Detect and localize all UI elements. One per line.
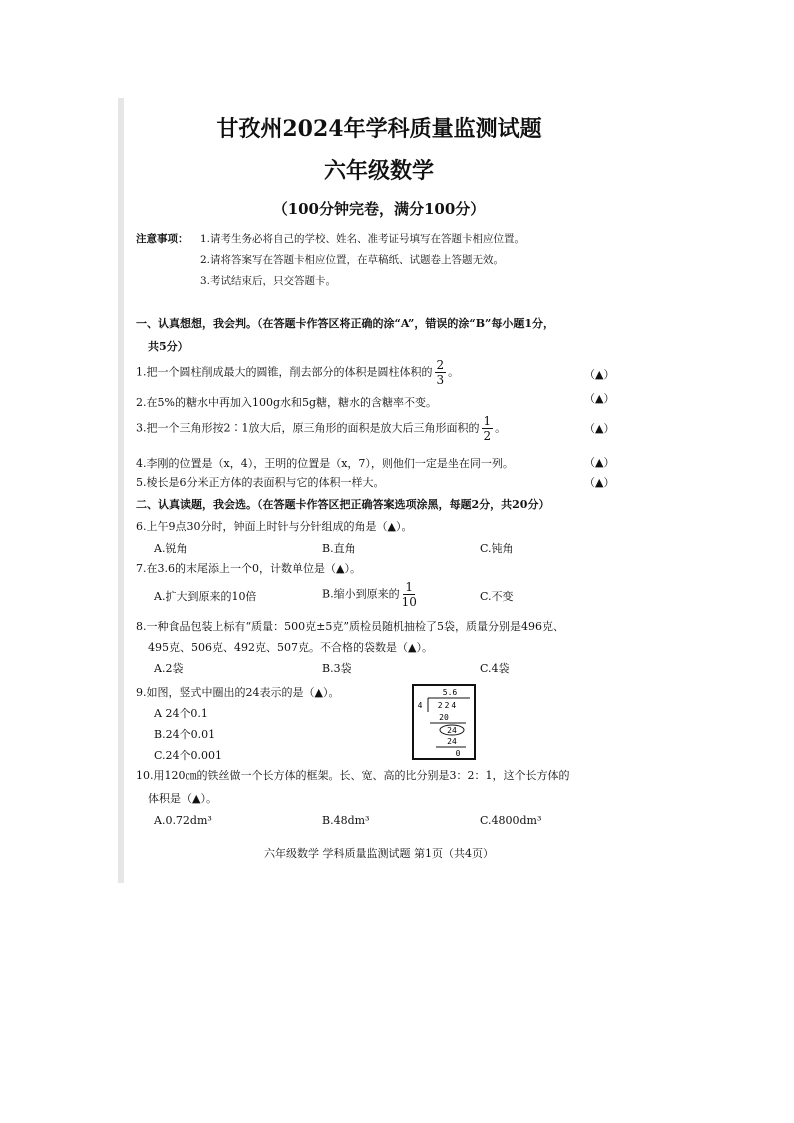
exam-subtitle: 六年级数学 <box>323 158 434 184</box>
question-10: 10.用120㎝的铁丝做一个长方体的框架。长、宽、高的比分别是3：2：1，这个长方体的 <box>136 769 570 782</box>
question-8: 8.一种食品包装上标有“质量：500克±5克”质检员随机抽检了5袋，质量分别是496克、 <box>136 620 564 633</box>
question-10-cont: 体积是（▲）。 <box>148 792 217 805</box>
option-c: C.钝角 <box>480 542 514 555</box>
fraction: $\frac{2}{3}$ <box>436 358 445 387</box>
section2-heading: 二、认真读题，我会选。（在答题卡作答区把正确答案选项涂黑，每题2分，共20分） <box>136 498 550 511</box>
question-8-cont: 495克、506克、492克、507克。不合格的袋数是（▲）。 <box>148 641 433 654</box>
answer-mark: （▲） <box>584 476 615 489</box>
section1-heading: 一、认真想想，我会判。（在答题卡作答区将正确的涂“A”，错误的涂“B”每小题1分， <box>136 317 554 330</box>
option-c: C.24个0.001 <box>154 749 223 762</box>
question-5: 5.棱长是6分米正方体的表面积与它的体积一样大。 <box>136 476 385 489</box>
step-subtract-2: 24 <box>447 737 457 746</box>
answer-mark: （▲） <box>584 422 615 435</box>
option-b: B.直角 <box>322 542 356 555</box>
note-item: 2.请将答案写在答题卡相应位置，在草稿纸、试题卷上答题无效。 <box>200 254 505 266</box>
option-a: A.2袋 <box>154 662 184 675</box>
section1-heading-cont: 共5分） <box>148 340 189 353</box>
option-b: B.3袋 <box>322 662 352 675</box>
question-9: 9.如图，竖式中圈出的24表示的是（▲）。 <box>136 686 340 699</box>
dividend: 224 <box>437 701 459 710</box>
long-division-figure <box>412 684 476 760</box>
step-subtract: 20 <box>439 713 449 722</box>
answer-mark: （▲） <box>584 368 615 381</box>
option-a: A.锐角 <box>154 542 188 555</box>
answer-mark: （▲） <box>584 456 615 469</box>
option-b: B.48dm³ <box>322 814 370 827</box>
option-a: A.扩大到原来的10倍 <box>154 590 257 603</box>
circled-value: 24 <box>447 726 457 735</box>
scan-edge-shadow <box>118 98 124 883</box>
question-1: 1.把一个圆柱削成最大的圆锥，削去部分的体积是圆柱体积的 $\frac{2}{3}$ 。 <box>136 358 460 387</box>
exam-title: 甘孜州2024年学科质量监测试题 <box>216 116 542 142</box>
long-division-svg <box>414 686 474 758</box>
question-3: 3.把一个三角形按2∶1放大后，原三角形的面积是放大后三角形面积的 $\frac{1}{2}$ 。 <box>136 414 507 443</box>
note-item: 1.请考生务必将自己的学校、姓名、准考证号填写在答题卡相应位置。 <box>200 233 526 245</box>
note-item: 3.考试结束后，只交答题卡。 <box>200 275 337 287</box>
option-c: C.4800dm³ <box>480 814 542 827</box>
remainder: 0 <box>455 749 461 758</box>
fraction: $\frac{1}{2}$ <box>483 414 492 443</box>
option-a: A 24个0.1 <box>154 707 208 720</box>
page-footer: 六年级数学 学科质量监测试题 第1页（共4页） <box>264 847 494 860</box>
question-4: 4.李刚的位置是（x，4），王明的位置是（x，7），则他们一定是坐在同一列。 <box>136 457 514 470</box>
notes-block <box>136 229 622 292</box>
answer-mark: （▲） <box>584 392 615 405</box>
fraction: $\frac{1}{10}$ <box>401 580 417 609</box>
divisor: 4 <box>417 701 423 710</box>
question-7: 7.在3.6的末尾添上一个0，计数单位是（▲）。 <box>136 562 361 575</box>
option-b: B.缩小到原来的 $\frac{1}{10}$ <box>322 580 417 609</box>
option-a: A.0.72dm³ <box>154 814 212 827</box>
quotient: 5.6 <box>442 688 458 697</box>
question-2: 2.在5%的糖水中再加入100g水和5g糖，糖水的含糖率不变。 <box>136 396 438 409</box>
exam-meta: （100分钟完卷，满分100分） <box>272 200 486 218</box>
option-b: B.24个0.01 <box>154 728 216 741</box>
question-6: 6.上午9点30分时，钟面上时针与分针组成的角是（▲）。 <box>136 520 413 533</box>
notes-label: 注意事项： <box>136 233 189 245</box>
option-c: C.不变 <box>480 590 514 603</box>
option-c: C.4袋 <box>480 662 510 675</box>
